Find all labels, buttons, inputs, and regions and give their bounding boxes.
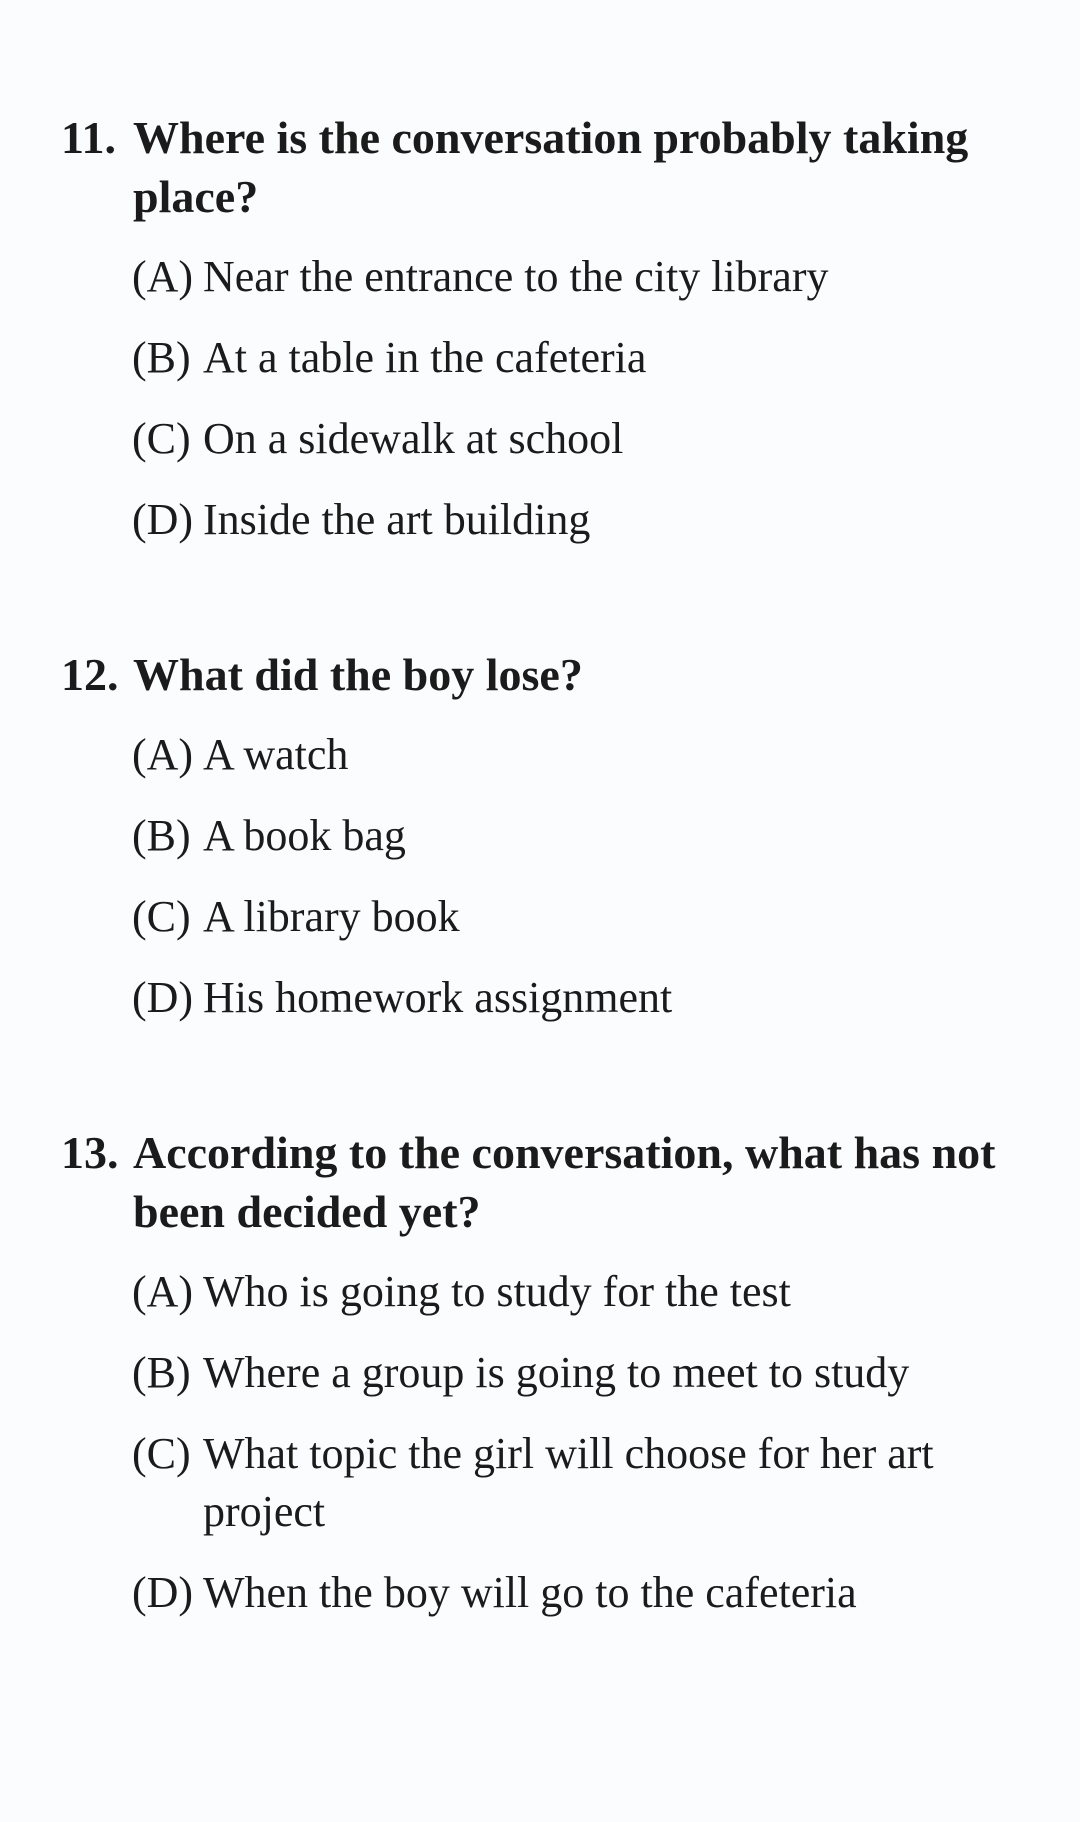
option-letter: (D) bbox=[132, 973, 194, 1022]
answer-option-d[interactable] bbox=[132, 491, 1040, 549]
option-text: A book bag bbox=[203, 811, 406, 860]
question-number: 11. bbox=[61, 112, 116, 163]
option-letter: (D) bbox=[132, 495, 194, 544]
option-text: Inside the art building bbox=[203, 495, 591, 544]
answer-option-b[interactable] bbox=[132, 807, 1040, 865]
question-number: 12. bbox=[61, 649, 119, 700]
option-text: His homework assignment bbox=[203, 973, 673, 1022]
question-12 bbox=[61, 645, 1040, 1027]
option-letter: (A) bbox=[132, 1267, 194, 1316]
answer-options bbox=[61, 248, 1040, 549]
answer-option-c[interactable] bbox=[132, 888, 1040, 946]
answer-options bbox=[61, 1263, 1040, 1622]
answer-option-a[interactable] bbox=[132, 248, 1040, 306]
option-letter: (C) bbox=[132, 1429, 191, 1478]
answer-option-c[interactable] bbox=[132, 410, 1040, 468]
question-text: According to the conversation, what has not been decided yet? bbox=[133, 1127, 996, 1237]
option-text: Who is going to study for the test bbox=[203, 1267, 791, 1316]
answer-option-c[interactable] bbox=[132, 1425, 1040, 1541]
question-text: Where is the conversation probably taking place? bbox=[133, 112, 969, 222]
option-text: Where a group is going to meet to study bbox=[203, 1348, 910, 1397]
option-text: A watch bbox=[203, 730, 349, 779]
option-letter: (C) bbox=[132, 892, 191, 941]
option-text: What topic the girl will choose for her art project bbox=[203, 1429, 934, 1536]
option-text: At a table in the cafeteria bbox=[203, 333, 647, 382]
option-letter: (D) bbox=[132, 1568, 194, 1617]
question-header bbox=[61, 1123, 1040, 1241]
answer-options bbox=[61, 726, 1040, 1027]
option-text: When the boy will go to the cafeteria bbox=[203, 1568, 857, 1617]
option-letter: (B) bbox=[132, 811, 191, 860]
question-11 bbox=[61, 108, 1040, 549]
answer-option-d[interactable] bbox=[132, 1564, 1040, 1622]
option-text: Near the entrance to the city library bbox=[203, 252, 829, 301]
question-13 bbox=[61, 1123, 1040, 1622]
option-letter: (A) bbox=[132, 252, 194, 301]
option-text: On a sidewalk at school bbox=[203, 414, 624, 463]
option-text: A library book bbox=[203, 892, 460, 941]
answer-option-a[interactable] bbox=[132, 1263, 1040, 1321]
question-text: What did the boy lose? bbox=[133, 649, 583, 700]
option-letter: (C) bbox=[132, 414, 191, 463]
answer-option-d[interactable] bbox=[132, 969, 1040, 1027]
question-header bbox=[61, 645, 1040, 704]
option-letter: (B) bbox=[132, 333, 191, 382]
question-header bbox=[61, 108, 1040, 226]
option-letter: (A) bbox=[132, 730, 194, 779]
question-number: 13. bbox=[61, 1127, 119, 1178]
option-letter: (B) bbox=[132, 1348, 191, 1397]
answer-option-b[interactable] bbox=[132, 1344, 1040, 1402]
answer-option-b[interactable] bbox=[132, 329, 1040, 387]
answer-option-a[interactable] bbox=[132, 726, 1040, 784]
